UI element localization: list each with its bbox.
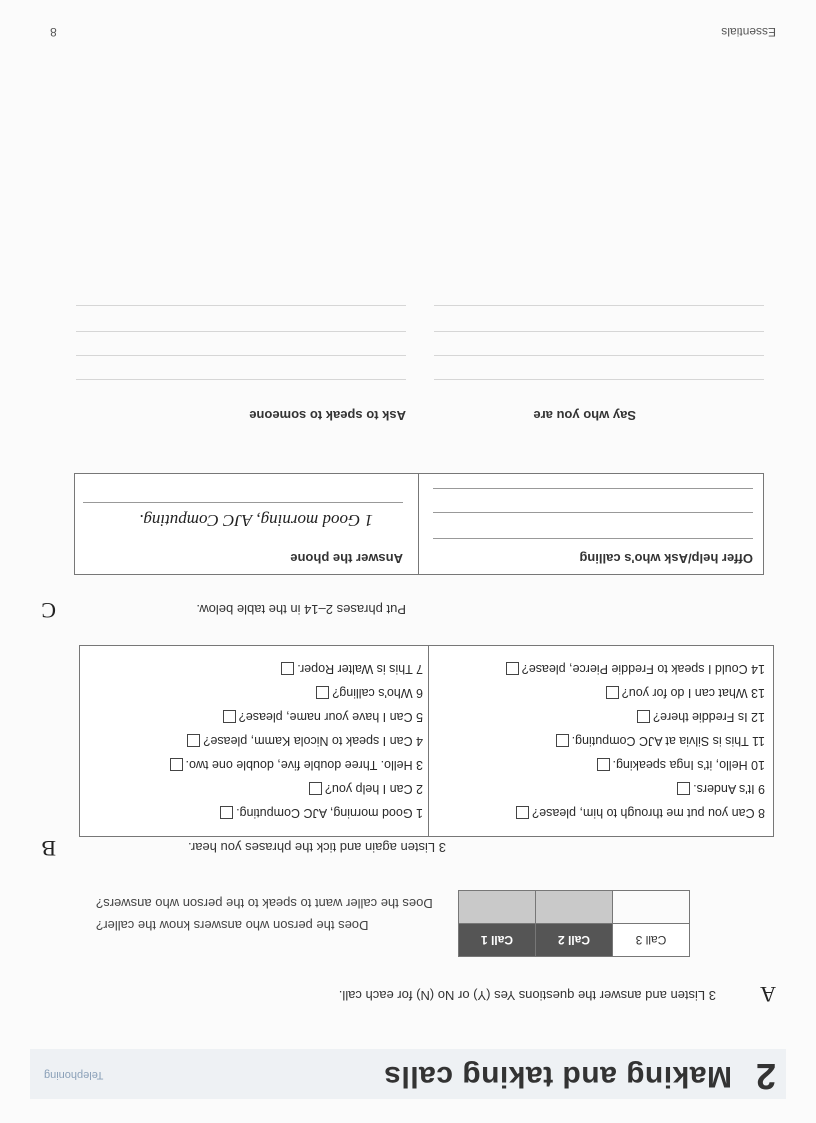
example-answer: 1 Good morning, AJC Computing. xyxy=(139,511,373,530)
section-b-letter: B xyxy=(41,836,56,861)
phrase-12: 12 Is Freddie there? xyxy=(637,708,765,726)
tick-box[interactable] xyxy=(187,734,200,747)
tick-box[interactable] xyxy=(637,710,650,723)
phrase-8: 8 Can you put me through to him, please? xyxy=(516,804,765,822)
calls-table xyxy=(458,890,690,957)
answer-line[interactable] xyxy=(434,355,764,357)
phrase-6: 6 Who's calling? xyxy=(316,684,423,702)
question-2: Does the caller want to speak to the person who answers? xyxy=(96,896,433,911)
unit-title: Making and taking calls xyxy=(383,1060,732,1093)
answer-line[interactable] xyxy=(434,331,764,333)
phrase-1: 1 Good morning, AJC Computing. xyxy=(220,804,423,822)
answer-cell[interactable] xyxy=(613,891,690,924)
answer-line[interactable] xyxy=(433,512,753,514)
tick-box[interactable] xyxy=(309,782,322,795)
phrase-14: 14 Could I speak to Freddie Pierce, please? xyxy=(506,660,765,678)
phrase-9: 9 It's Anders. xyxy=(677,780,765,798)
unit-number: 2 xyxy=(755,1056,776,1097)
answer-line[interactable] xyxy=(76,305,406,307)
section-a-instruction: 3 Listen and answer the questions Yes (Y) or No (N) for each call. xyxy=(338,988,716,1003)
answer-line[interactable] xyxy=(433,538,753,540)
phrase-2: 2 Can I help you? xyxy=(309,780,423,798)
answer-line[interactable] xyxy=(434,305,764,307)
book-series: Essentials xyxy=(721,25,776,39)
column-ask-to-speak: Ask to speak to someone xyxy=(249,408,406,423)
section-c-letter: C xyxy=(41,598,56,623)
section-c-instruction: Put phrases 2–14 in the table below. xyxy=(196,602,406,617)
sort-table xyxy=(74,473,764,575)
section-b-instruction: 3 Listen again and tick the phrases you hear. xyxy=(187,840,446,855)
tick-box[interactable] xyxy=(506,662,519,675)
tick-box[interactable] xyxy=(606,686,619,699)
phrase-4: 4 Can I speak to Nicola Kamm, please? xyxy=(187,732,423,750)
answer-line[interactable] xyxy=(76,355,406,357)
phrase-5: 5 Can I have your name, please? xyxy=(223,708,423,726)
answer-line[interactable] xyxy=(76,331,406,333)
call-3-header: Call 3 xyxy=(613,924,690,957)
answer-line[interactable] xyxy=(76,379,406,381)
section-a-letter: A xyxy=(760,982,776,1007)
tick-box[interactable] xyxy=(516,806,529,819)
tick-box[interactable] xyxy=(556,734,569,747)
tick-box[interactable] xyxy=(223,710,236,723)
call-1-header: Call 1 xyxy=(459,924,536,957)
phrases-box xyxy=(79,645,774,837)
tick-box[interactable] xyxy=(220,806,233,819)
sort-table-divider xyxy=(418,474,419,574)
page-number: 8 xyxy=(50,25,57,39)
phrase-3: 3 Hello. Three double five, double one two. xyxy=(170,756,423,774)
tick-box[interactable] xyxy=(597,758,610,771)
phrase-7: 7 This is Walter Roper. xyxy=(281,660,423,678)
tick-box[interactable] xyxy=(281,662,294,675)
answer-line[interactable] xyxy=(434,379,764,381)
question-1: Does the person who answers know the caller? xyxy=(96,918,369,933)
phrase-11: 11 This is Silvia at AJC Computing. xyxy=(556,732,765,750)
phrase-10: 10 Hello, it's Inga speaking. xyxy=(597,756,765,774)
column-say-who-you-are: Say who you are xyxy=(533,408,636,423)
unit-tag: Telephoning xyxy=(44,1069,104,1081)
phrases-divider xyxy=(428,646,429,836)
answer-line[interactable] xyxy=(83,502,403,504)
call-headers xyxy=(458,890,690,957)
column-answer-phone: Answer the phone xyxy=(290,551,403,566)
answer-cell[interactable] xyxy=(536,891,613,924)
answer-line[interactable] xyxy=(433,488,753,490)
tick-box[interactable] xyxy=(677,782,690,795)
tick-box[interactable] xyxy=(170,758,183,771)
column-offer-help: Offer help/Ask who's calling xyxy=(579,551,753,566)
call-2-header: Call 2 xyxy=(536,924,613,957)
phrase-13: 13 What can I do for you? xyxy=(606,684,765,702)
tick-box[interactable] xyxy=(316,686,329,699)
